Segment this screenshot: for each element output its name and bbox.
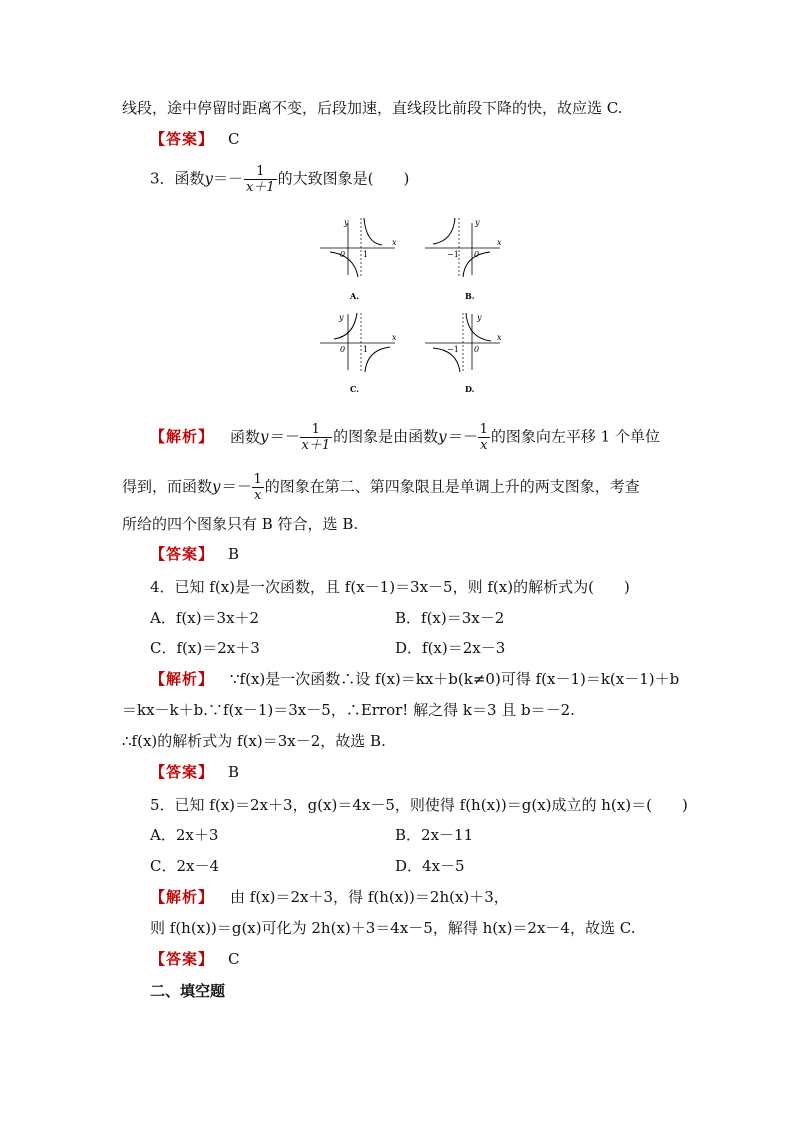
- graph-a-origin: 0: [340, 250, 346, 259]
- q3-analysis-e: 的图象向左平移 1 个单位: [490, 427, 660, 446]
- q3-analysis-b: y＝－: [260, 427, 299, 446]
- q3-frac-den: x＋1: [246, 180, 275, 195]
- graph-b-origin: 0: [474, 250, 480, 259]
- q3-analysis-frac2-den: x: [480, 438, 488, 453]
- q3-analysis-frac1-den: x＋1: [301, 438, 331, 453]
- q5-analysis-line2: 则 f(h(x))＝g(x)可化为 2h(x)＋3＝4x－5，解得 h(x)＝2x－4，故选 C.: [150, 919, 636, 937]
- analysis-tag: 【解析】: [150, 888, 215, 906]
- graph-a-x-label: x: [392, 238, 397, 247]
- q5-option-d: D．4x－5: [395, 857, 465, 875]
- graph-c-y-label: y: [339, 313, 344, 322]
- q3-frac-num: 1: [244, 164, 277, 180]
- q4-option-d: D．f(x)＝2x－3: [395, 639, 506, 657]
- answer-value: C: [228, 130, 240, 148]
- graph-a-tick: 1: [363, 250, 369, 259]
- q4-analysis-line3: ∴f(x)的解析式为 f(x)＝3x－2，故选 B.: [122, 732, 386, 750]
- intro-line: 线段，途中停留时距离不变，后段加速，直线段比前段下降的快，故应选 C.: [122, 99, 623, 117]
- q3-lead: 3．函数: [150, 169, 205, 188]
- q4-answer-row: [150, 762, 239, 782]
- graph-d-tick: −1: [447, 345, 459, 354]
- q3-analysis-line3: 所给的四个图象只有 B 符合，选 B.: [122, 515, 359, 533]
- graph-a-y-label: y: [344, 218, 349, 227]
- q5-option-c: C．2x－4: [150, 857, 220, 875]
- q4-analysis-text1: ∵f(x)是一次函数∴设 f(x)＝kx＋b(k≠0)可得 f(x－1)＝k(x－1)＋b: [230, 670, 680, 688]
- q3-analysis-frac1: [300, 422, 333, 453]
- q3-analysis-frac1-num: 1: [300, 422, 333, 438]
- q4-stem: 4．已知 f(x)是一次函数，且 f(x－1)＝3x－5，则 f(x)的解析式为( ): [150, 578, 630, 596]
- q3-analysis-line1: [150, 422, 660, 453]
- graph-c-x-label: x: [392, 333, 397, 342]
- q4-analysis-line1: [150, 669, 679, 689]
- q3-analysis-frac2-num: 1: [479, 422, 488, 437]
- q3-answer-row: [150, 544, 239, 564]
- q3-analysis-a: 函数: [230, 427, 261, 446]
- q4-option-b: B．f(x)＝3x－2: [395, 609, 505, 627]
- graph-d-origin: 0: [474, 345, 480, 354]
- q3-tail: 的大致图象是( ): [277, 169, 410, 188]
- graph-b-x-label: x: [497, 238, 502, 247]
- q3-analysis-frac2: [478, 422, 490, 453]
- graph-a: [320, 218, 397, 301]
- graph-b-label: B.: [465, 291, 475, 301]
- q3-analysis-c: 的图象是由函数: [333, 427, 439, 446]
- graph-b-y-label: y: [475, 218, 480, 227]
- graph-d: [425, 313, 502, 394]
- analysis-tag: 【解析】: [150, 427, 215, 446]
- answer-value: C: [228, 950, 240, 968]
- answer-tag: 【答案】: [150, 950, 215, 968]
- q5-option-a: A．2x＋3: [150, 826, 219, 844]
- q3-analysis-p2a: 得到，而函数: [122, 477, 213, 496]
- graph-b: [425, 218, 502, 301]
- analysis-tag: 【解析】: [150, 670, 215, 688]
- graph-d-x-label: x: [497, 333, 502, 342]
- q3-analysis-d: y＝－: [438, 427, 477, 446]
- q2-answer-row: [150, 129, 240, 149]
- answer-tag: 【答案】: [150, 763, 215, 781]
- answer-tag: 【答案】: [150, 545, 215, 563]
- q3-analysis-p2c: 的图象在第二、第四象限且是单调上升的两支图象，考查: [264, 477, 640, 496]
- q3-graphs-figure: [310, 205, 510, 395]
- q3-analysis-p2b: y＝－: [212, 477, 251, 496]
- q5-answer-row: [150, 949, 240, 969]
- q5-analysis-line1: [150, 887, 509, 907]
- q3-func-eq: ＝－: [213, 169, 244, 188]
- graph-c-tick: 1: [363, 345, 369, 354]
- q3-analysis-frac3: [252, 472, 264, 503]
- answer-value: B: [228, 545, 240, 563]
- answer-value: B: [228, 763, 240, 781]
- q4-option-a: A．f(x)＝3x＋2: [150, 609, 260, 627]
- q5-option-b: B．2x－11: [395, 826, 474, 844]
- graph-b-tick: −1: [447, 250, 459, 259]
- answer-tag: 【答案】: [150, 130, 215, 148]
- q3-analysis-frac3-den: x: [253, 488, 262, 503]
- q3-stem: [150, 164, 409, 195]
- graph-d-label: D.: [465, 384, 475, 394]
- q4-analysis-line2: ＝kx－k＋b.∵f(x－1)＝3x－5，∴Error! 解之得 k＝3 且 b＝－2.: [122, 701, 575, 719]
- q3-analysis-frac3-num: 1: [253, 472, 262, 487]
- graph-a-label: A.: [350, 291, 359, 301]
- section-title: 二、填空题: [150, 982, 226, 1000]
- q4-option-c: C．f(x)＝2x＋3: [150, 639, 260, 657]
- q3-fraction: [244, 164, 277, 195]
- q5-analysis-text1: 由 f(x)＝2x＋3，得 f(h(x))＝2h(x)＋3，: [230, 888, 509, 906]
- q5-stem: 5．已知 f(x)＝2x＋3，g(x)＝4x－5，则使得 f(h(x))＝g(x)成立的 h(x)＝( ): [150, 796, 688, 814]
- graph-c: [320, 313, 397, 394]
- graph-c-label: C.: [350, 384, 360, 394]
- q3-analysis-line2: [122, 472, 640, 503]
- graph-d-y-label: y: [477, 313, 482, 322]
- q3-func-y: y: [204, 169, 214, 188]
- graph-c-origin: 0: [340, 345, 346, 354]
